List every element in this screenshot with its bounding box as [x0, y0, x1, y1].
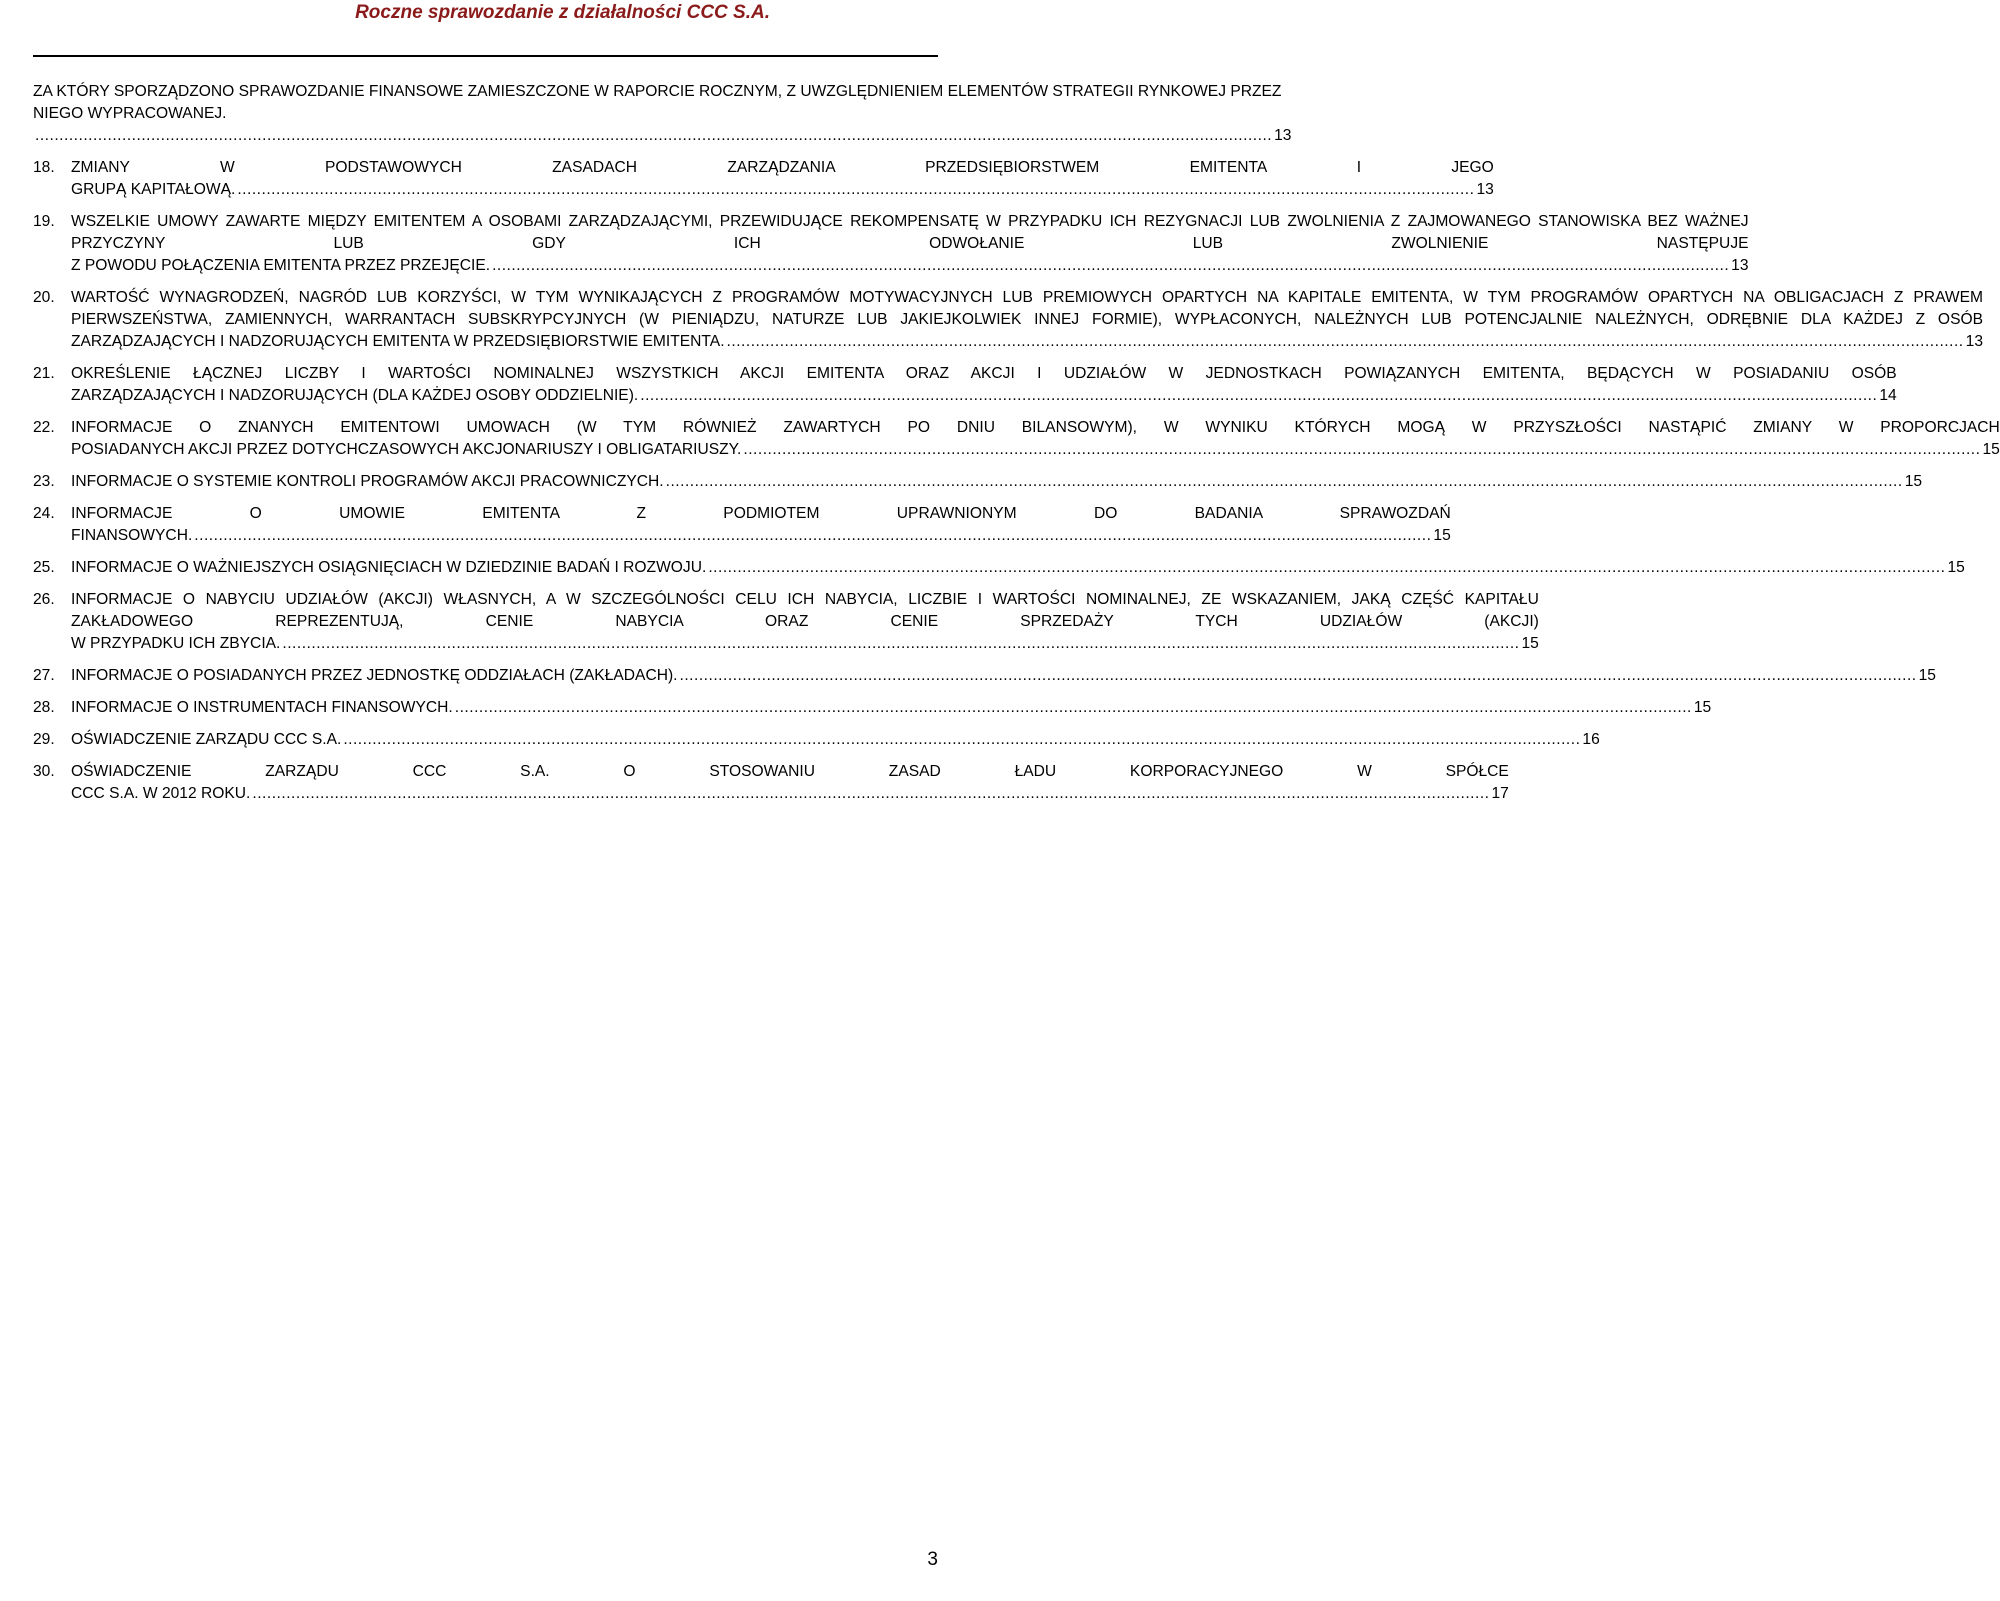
- toc-entry[interactable]: [33, 81, 1292, 147]
- toc-entry[interactable]: [33, 761, 1509, 805]
- toc-entry-number: 27.: [33, 667, 55, 684]
- toc-entry-number: 29.: [33, 731, 55, 748]
- page-number: 3: [927, 1549, 938, 1570]
- toc-entry[interactable]: [33, 503, 1451, 547]
- toc-entry[interactable]: [33, 363, 1897, 407]
- toc-entry-title: OKREŚLENIE ŁĄCZNEJ LICZBY I WARTOŚCI NOMINALNEJ WSZYSTKICH AKCJI EMITENTA ORAZ AKCJI I UDZIAŁÓW W JEDNOSTKACH POWIĄZANYCH EMITENTA, BĘDĄCYCH W POSIADANIU OSÓB: [71, 365, 1897, 382]
- toc-entry-page: 13: [1731, 257, 1749, 274]
- toc-entry-page: 15: [1982, 441, 2000, 458]
- toc-entry-page: 15: [1947, 559, 1965, 576]
- toc-entry[interactable]: [33, 589, 1539, 655]
- dot-leader: [492, 255, 1729, 277]
- toc-entry-number: 26.: [33, 591, 55, 608]
- dot-leader: [455, 697, 1692, 719]
- toc-entry-number: 28.: [33, 699, 55, 716]
- toc-entry-title-end: ZARZĄDZAJĄCYCH I NADZORUJĄCYCH EMITENTA W PRZEDSIĘBIORSTWIE EMITENTA.: [71, 333, 725, 350]
- toc-entry-number: 23.: [33, 473, 55, 490]
- toc-entry-page: 14: [1879, 387, 1897, 404]
- toc-entry-title-end: POSIADANYCH AKCJI PRZEZ DOTYCHCZASOWYCH AKCJONARIUSZY I OBLIGATARIUSZY.: [71, 441, 742, 458]
- toc-entry-title-end: INFORMACJE O INSTRUMENTACH FINANSOWYCH.: [71, 699, 453, 716]
- toc-entry[interactable]: [33, 157, 1494, 201]
- toc-entry-title-end: GRUPĄ KAPITAŁOWĄ.: [71, 181, 236, 198]
- toc-entry-title-end: FINANSOWYCH.: [71, 527, 193, 544]
- toc-entry-title-end: Z POWODU POŁĄCZENIA EMITENTA PRZEZ PRZEJĘCIE.: [71, 257, 491, 274]
- toc-entry-title: ZA KTÓRY SPORZĄDZONO SPRAWOZDANIE FINANSOWE ZAMIESZCZONE W RAPORCIE ROCZNYM, Z UWZGLĘDNIENIEM ELEMENTÓW STRATEGII RYNKOWEJ PRZEZ NIEGO WYPRACOWANEJ.: [33, 83, 1282, 122]
- header-divider: [33, 55, 938, 57]
- dot-leader: [237, 179, 1474, 201]
- toc-entry-title: WSZELKIE UMOWY ZAWARTE MIĘDZY EMITENTEM A OSOBAMI ZARZĄDZAJĄCYMI, PRZEWIDUJĄCE REKOMPENSATĘ W PRZYPADKU ICH REZYGNACJI LUB ZWOLNIENIA Z ZAJMOWANEGO STANOWISKA BEZ WAŻNEJ PRZYCZYNY LUB GDY ICH ODWOŁANIE LUB ZWOLNIENIE NASTĘPUJE: [71, 213, 1749, 252]
- dot-leader: [35, 125, 1272, 147]
- toc-entry-title-end: INFORMACJE O SYSTEMIE KONTROLI PROGRAMÓW AKCJI PRACOWNICZYCH.: [71, 473, 664, 490]
- toc-entry-title-end: INFORMACJE O WAŻNIEJSZYCH OSIĄGNIĘCIACH W DZIEDZINIE BADAŃ I ROZWOJU.: [71, 559, 707, 576]
- dot-leader: [743, 439, 1980, 461]
- dot-leader: [343, 729, 1580, 751]
- toc-entry-page: 15: [1918, 667, 1936, 684]
- toc-entry-title: OŚWIADCZENIE ZARZĄDU CCC S.A. O STOSOWANIU ZASAD ŁADU KORPORACYJNEGO W SPÓŁCE: [71, 763, 1509, 780]
- toc-entry-number: 24.: [33, 505, 55, 522]
- toc-entry-title: WARTOŚĆ WYNAGRODZEŃ, NAGRÓD LUB KORZYŚCI, W TYM WYNIKAJĄCYCH Z PROGRAMÓW MOTYWACYJNYCH LUB PREMIOWYCH OPARTYCH NA KAPITALE EMITENTA, W TYM PROGRAMÓW OPARTYCH NA OBLIGACJACH Z PRAWEM PIERWSZEŃSTWA, ZAMIENNYCH, WARRANTACH SUBSKRYPCYJNYCH (W PIENIĄDZU, NATURZE LUB JAKIEJKOLWIEK INNEJ FORMIE), WYPŁACONYCH, NALEŻNYCH LUB POTENCJALNIE NALEŻNYCH, ODRĘBNIE DLA KAŻDEJ Z OSÓB: [71, 289, 1983, 328]
- toc-entry-number: 19.: [33, 213, 55, 230]
- toc-entry-page: 15: [1521, 635, 1539, 652]
- toc-entry[interactable]: [33, 729, 1600, 751]
- toc-entry-number: 21.: [33, 365, 55, 382]
- dot-leader: [666, 471, 1903, 493]
- dot-leader: [708, 557, 1945, 579]
- dot-leader: [680, 665, 1917, 687]
- toc-entry-number: 20.: [33, 289, 55, 306]
- toc-entry-title-end: INFORMACJE O POSIADANYCH PRZEZ JEDNOSTKĘ ODDZIAŁACH (ZAKŁADACH).: [71, 667, 678, 684]
- toc-entry[interactable]: [33, 471, 1923, 493]
- toc-entry-title: INFORMACJE O UMOWIE EMITENTA Z PODMIOTEM UPRAWNIONYM DO BADANIA SPRAWOZDAŃ: [71, 505, 1451, 522]
- dot-leader: [640, 385, 1877, 407]
- toc-entry-number: 30.: [33, 763, 55, 780]
- toc-entry-page: 13: [1965, 333, 1983, 350]
- dot-leader: [727, 331, 1964, 353]
- toc-entry[interactable]: [33, 287, 1983, 353]
- toc-entry-title-end: W PRZYPADKU ICH ZBYCIA.: [71, 635, 281, 652]
- toc-entry-title: INFORMACJE O NABYCIU UDZIAŁÓW (AKCJI) WŁASNYCH, A W SZCZEGÓLNOŚCI CELU ICH NABYCIA, LICZBIE I WARTOŚCI NOMINALNEJ, ZE WSKAZANIEM, JAKĄ CZĘŚĆ KAPITAŁU ZAKŁADOWEGO REPREZENTUJĄ, CENIE NABYCIA ORAZ CENIE SPRZEDAŻY TYCH UDZIAŁÓW (AKCJI): [71, 591, 1539, 630]
- toc-entry[interactable]: [33, 211, 1749, 277]
- toc-entry[interactable]: [33, 665, 1936, 687]
- dot-leader: [282, 633, 1519, 655]
- dot-leader: [252, 783, 1489, 805]
- toc-entry-title-end: OŚWIADCZENIE ZARZĄDU CCC S.A.: [71, 731, 342, 748]
- dot-leader: [194, 525, 1431, 547]
- toc-entry-page: 16: [1582, 731, 1600, 748]
- header-title: Roczne sprawozdanie z działalności CCC S.A.: [355, 2, 770, 23]
- toc-entry-page: 13: [1274, 127, 1292, 144]
- toc-entry-page: 17: [1491, 785, 1509, 802]
- table-of-contents: [33, 81, 2000, 815]
- toc-entry-title: ZMIANY W PODSTAWOWYCH ZASADACH ZARZĄDZANIA PRZEDSIĘBIORSTWEM EMITENTA I JEGO: [71, 159, 1494, 176]
- toc-entry-number: 18.: [33, 159, 55, 176]
- toc-entry[interactable]: [33, 417, 2000, 461]
- toc-entry[interactable]: [33, 697, 1712, 719]
- toc-entry-title-end: ZARZĄDZAJĄCYCH I NADZORUJĄCYCH (DLA KAŻDEJ OSOBY ODDZIELNIE).: [71, 387, 639, 404]
- toc-entry-page: 15: [1904, 473, 1923, 490]
- toc-entry-number: 22.: [33, 419, 55, 436]
- toc-entry-title: INFORMACJE O ZNANYCH EMITENTOWI UMOWACH (W TYM RÓWNIEŻ ZAWARTYCH PO DNIU BILANSOWYM), W WYNIKU KTÓRYCH MOGĄ W PRZYSZŁOŚCI NASTĄPIĆ ZMIANY W PROPORCJACH: [71, 419, 2000, 436]
- toc-entry-page: 15: [1433, 527, 1451, 544]
- toc-entry-page: 13: [1476, 181, 1494, 198]
- toc-entry-title-end: CCC S.A. W 2012 ROKU.: [71, 785, 251, 802]
- toc-entry-number: 25.: [33, 559, 55, 576]
- toc-entry[interactable]: [33, 557, 1965, 579]
- toc-entry-page: 15: [1693, 699, 1712, 716]
- page-header: [0, 0, 960, 36]
